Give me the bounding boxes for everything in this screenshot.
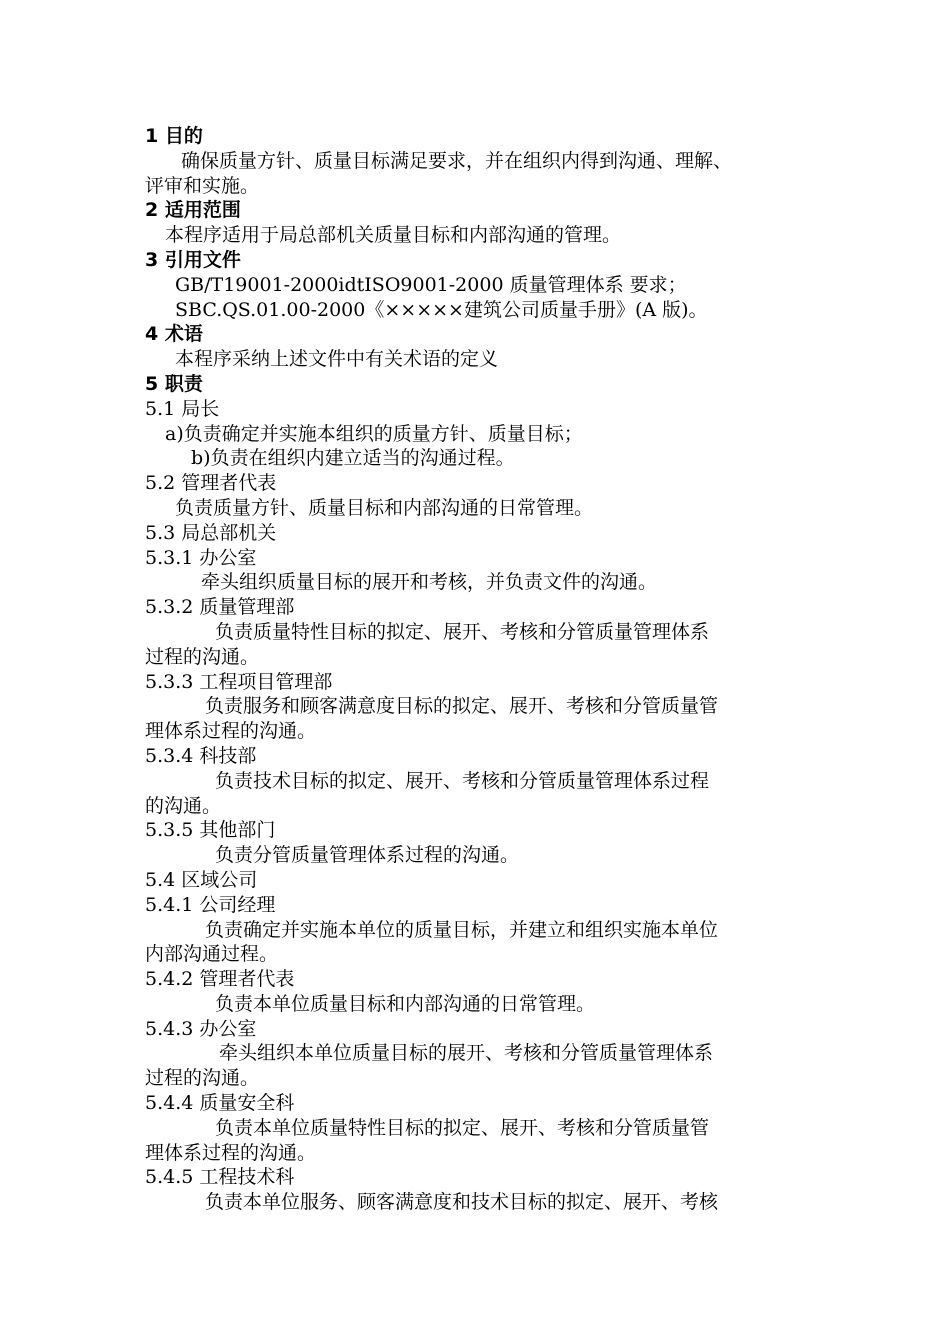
paragraph-line: 过程的沟通。	[145, 1067, 260, 1090]
paragraph-line: 负责质量方针、质量目标和内部沟通的日常管理。	[175, 496, 594, 519]
section-heading-duties: 5 职责	[145, 372, 203, 395]
subsection-heading: 5.3.3 工程项目管理部	[145, 670, 333, 693]
paragraph-line: 内部沟通过程。	[145, 943, 279, 966]
paragraph-line: 牵头组织质量目标的展开和考核，并负责文件的沟通。	[201, 571, 658, 594]
paragraph-line: 确保质量方针、质量目标满足要求，并在组织内得到沟通、理解、	[181, 149, 733, 172]
subsection-heading: 5.4 区域公司	[145, 868, 258, 891]
paragraph-line: 负责技术目标的拟定、展开、考核和分管质量管理体系过程	[215, 769, 710, 792]
paragraph-line: 负责服务和顾客满意度目标的拟定、展开、考核和分管质量管	[205, 695, 719, 718]
paragraph-line: 过程的沟通。	[145, 645, 260, 668]
paragraph-line: 负责本单位服务、顾客满意度和技术目标的拟定、展开、考核	[205, 1191, 719, 1214]
subsection-heading: 5.3.4 科技部	[145, 744, 257, 767]
subsection-heading: 5.4.2 管理者代表	[145, 968, 295, 991]
paragraph-line: SBC.QS.01.00-2000《×××××建筑公司质量手册》(A 版)。	[175, 298, 708, 321]
section-heading-terms: 4 术语	[145, 323, 203, 346]
subsection-heading: 5.3.5 其他部门	[145, 819, 276, 842]
subsection-heading: 5.2 管理者代表	[145, 472, 277, 495]
paragraph-line: 负责确定并实施本单位的质量目标，并建立和组织实施本单位	[205, 918, 719, 941]
paragraph-line: GB/T19001-2000idtISO9001-2000 质量管理体系 要求；	[175, 273, 687, 296]
subsection-heading: 5.4.1 公司经理	[145, 893, 276, 916]
document-page	[145, 124, 825, 1215]
subsection-heading: 5.1 局长	[145, 397, 220, 420]
section-heading-scope: 2 适用范围	[145, 199, 241, 222]
paragraph-line: 本程序适用于局总部机关质量目标和内部沟通的管理。	[165, 224, 622, 247]
paragraph-line: 本程序采纳上述文件中有关术语的定义	[175, 348, 499, 371]
paragraph-line: 评审和实施。	[145, 174, 260, 197]
subsection-heading: 5.3.2 质量管理部	[145, 596, 295, 619]
paragraph-line: 的沟通。	[145, 794, 222, 817]
paragraph-line: 理体系过程的沟通。	[145, 720, 317, 743]
paragraph-line: 负责质量特性目标的拟定、展开、考核和分管质量管理体系	[215, 620, 710, 643]
section-heading-purpose: 1 目的	[145, 125, 203, 147]
section-heading-references: 3 引用文件	[145, 248, 241, 271]
subsection-heading: 5.4.4 质量安全科	[145, 1092, 295, 1115]
list-item: b)负责在组织内建立适当的沟通过程。	[191, 447, 515, 470]
paragraph-line: 负责分管质量管理体系过程的沟通。	[215, 844, 520, 867]
paragraph-line: 负责本单位质量目标和内部沟通的日常管理。	[215, 992, 596, 1015]
list-item: a)负责确定并实施本组织的质量方针、质量目标；	[165, 422, 583, 445]
subsection-heading: 5.4.3 办公室	[145, 1017, 257, 1040]
paragraph-line: 理体系过程的沟通。	[145, 1141, 317, 1164]
paragraph-line: 负责本单位质量特性目标的拟定、展开、考核和分管质量管	[215, 1116, 710, 1139]
subsection-heading: 5.4.5 工程技术科	[145, 1166, 295, 1189]
paragraph-line: 牵头组织本单位质量目标的展开、考核和分管质量管理体系	[219, 1042, 714, 1065]
subsection-heading: 5.3.1 办公室	[145, 546, 257, 569]
subsection-heading: 5.3 局总部机关	[145, 521, 277, 544]
